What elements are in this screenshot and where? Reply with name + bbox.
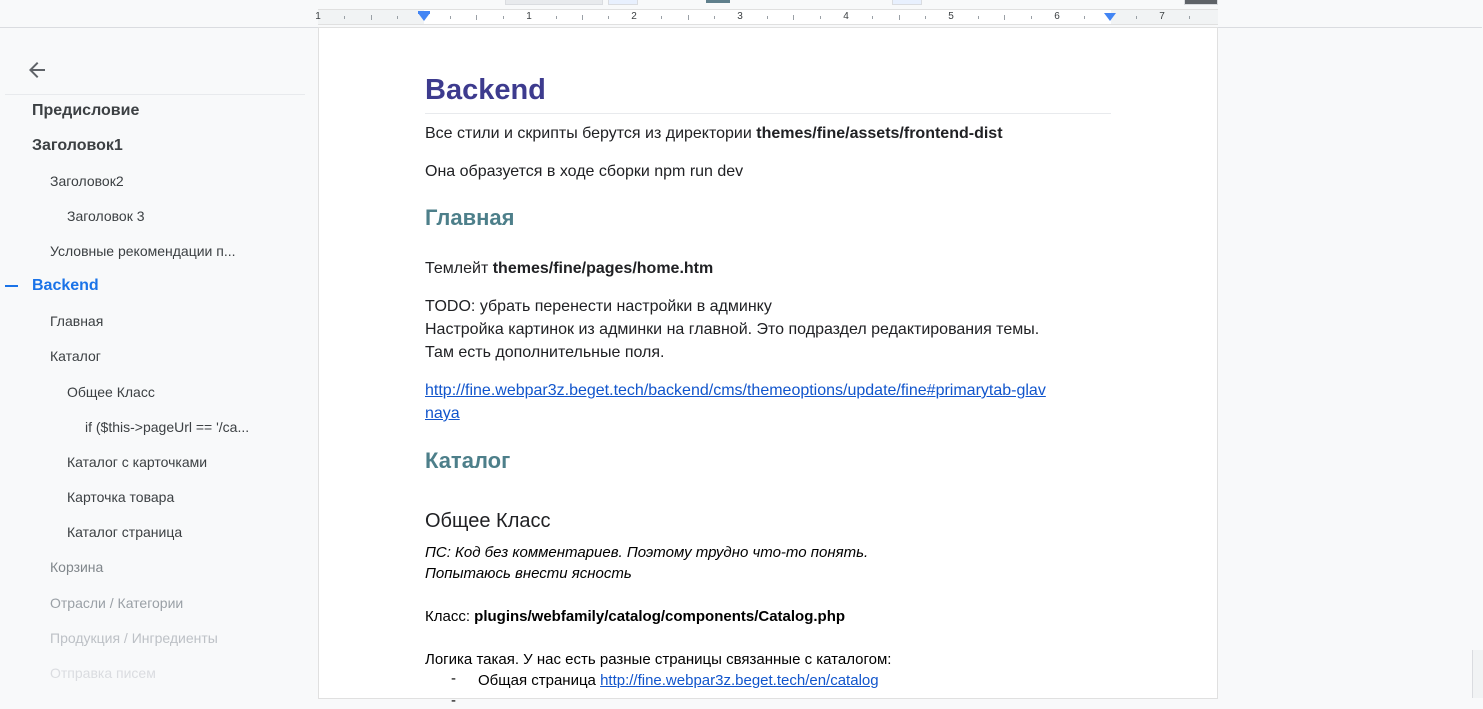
paragraph-build: Она образуется в ходе сборки npm run dev	[425, 163, 744, 180]
arrow-left-icon	[25, 58, 49, 82]
ruler-tick	[899, 15, 900, 20]
ruler-number: 6	[1054, 11, 1060, 22]
path-frontend-dist: themes/fine/assets/frontend-dist	[756, 125, 1003, 142]
ruler-number: 4	[843, 11, 849, 22]
paragraph-todo-line1: TODO: убрать перенести настройки в админку	[425, 298, 772, 315]
document-outline	[5, 28, 318, 698]
ruler-tick	[688, 15, 689, 20]
heading-backend: Backend	[425, 74, 1111, 114]
ruler-tick	[1136, 16, 1137, 19]
outline-item-products[interactable]: Продукция / Ингредиенты	[50, 630, 218, 646]
ruler-number: 7	[1159, 11, 1165, 22]
themeoptions-link-anchor-end[interactable]: naya	[425, 405, 460, 422]
ruler-tick	[1189, 16, 1190, 19]
ruler-tick	[608, 16, 609, 19]
ruler-number: 1	[526, 11, 532, 22]
ruler-tick	[767, 16, 768, 19]
paragraph-todo-line3: Там есть дополнительные поля.	[425, 344, 665, 361]
ruler-tick	[925, 16, 926, 19]
list-item-general-page	[478, 670, 879, 691]
themeoptions-link[interactable]: http://fine.webpar3z.beget.tech/backend/cms/themeoptions/update/fine#	[425, 382, 936, 399]
paragraph-template	[425, 257, 713, 280]
ruler-tick	[714, 16, 715, 19]
close-outline-button[interactable]	[25, 58, 49, 82]
link-themeoptions-line2	[425, 402, 460, 425]
themeoptions-link-anchor[interactable]: primarytab-glav	[935, 382, 1046, 399]
outline-item-main[interactable]: Главная	[50, 313, 104, 329]
ruler-tick	[582, 15, 583, 20]
class-label: Класс:	[425, 608, 475, 625]
heading-main: Главная	[425, 205, 515, 230]
ruler-tick	[1084, 16, 1085, 19]
ruler-tick	[793, 15, 794, 20]
toolbar-fragment	[706, 0, 730, 3]
left-indent-marker[interactable]	[418, 13, 430, 21]
paragraph-class-path	[425, 606, 845, 627]
toolbar-fragment	[608, 0, 638, 5]
ruler-tick	[450, 16, 451, 19]
ruler-tick	[476, 15, 477, 20]
ruler-tick	[397, 16, 398, 19]
document-page[interactable]	[319, 28, 1217, 709]
ruler-number: 1	[315, 11, 321, 22]
outline-item-industries[interactable]: Отрасли / Категории	[50, 595, 184, 611]
ruler-tick	[661, 16, 662, 19]
ruler-tick	[872, 16, 873, 19]
outline-item-general-class[interactable]: Общее Класс	[67, 384, 155, 400]
toolbar-fragment	[1184, 0, 1218, 5]
path-catalog-php: plugins/webfamily/catalog/components/Catalog.php	[474, 608, 846, 625]
ruler-tick	[1031, 16, 1032, 19]
outline-item-send-emails[interactable]: Отправка писем	[50, 665, 156, 681]
ruler-tick	[556, 16, 557, 19]
ruler-tick	[371, 15, 372, 20]
outline-item-heading3[interactable]: Заголовок 3	[67, 208, 145, 224]
outline-item-catalog-page[interactable]: Каталог страница	[67, 524, 183, 540]
note-line1: ПС: Код без комментариев. Поэтому трудно что-то понять.	[425, 544, 869, 561]
outline-item-preface[interactable]: Предисловие	[32, 102, 140, 119]
note-line2: Попытаюсь внести ясность	[425, 565, 632, 582]
outline-item-label: Backend	[32, 277, 99, 294]
paragraph-logic: Логика такая. У нас есть разные страницы связанные с каталогом:	[425, 651, 892, 668]
outline-item-cart[interactable]: Корзина	[50, 559, 104, 575]
active-indicator	[5, 285, 18, 287]
scrollbar-fragment[interactable]	[1472, 650, 1483, 698]
paragraph-styles	[425, 122, 1003, 145]
outline-divider	[5, 94, 305, 95]
ruler-tick	[344, 16, 345, 19]
ruler-number: 3	[737, 11, 743, 22]
outline-item-product-card[interactable]: Карточка товара	[67, 489, 175, 505]
heading-general-class: Общее Класс	[425, 510, 551, 532]
outline-item-backend[interactable]	[5, 272, 332, 300]
outline-item-heading1[interactable]: Заголовок1	[32, 137, 123, 154]
ruler-bar	[0, 0, 1482, 28]
ruler-number: 2	[631, 11, 637, 22]
list-bullet-marker: -	[451, 692, 456, 709]
toolbar-fragment	[505, 0, 603, 5]
ruler-tick	[820, 16, 821, 19]
toolbar-fragment	[892, 0, 922, 5]
outline-item-recommendations[interactable]: Условные рекомендации п...	[50, 243, 236, 259]
link-themeoptions-line1	[425, 379, 1046, 402]
outline-item-catalog-cards[interactable]: Каталог с карточками	[67, 454, 208, 470]
paragraph-todo-line2: Настройка картинок из админки на главной. Это подраздел редактирования темы.	[425, 321, 1040, 338]
right-indent-marker[interactable]	[1104, 13, 1116, 21]
catalog-link[interactable]: http://fine.webpar3z.beget.tech/en/catalog	[600, 672, 879, 689]
outline-item-catalog[interactable]: Каталог	[50, 348, 101, 364]
paragraph-text: Все стили и скрипты берутся из директории	[425, 125, 757, 142]
paragraph-text: Темлейт	[425, 260, 493, 277]
list-item-text: Общая страница	[478, 672, 601, 689]
ruler-tick	[503, 16, 504, 19]
ruler-tick	[978, 16, 979, 19]
ruler-number: 5	[948, 11, 954, 22]
outline-item-heading2[interactable]: Заголовок2	[50, 173, 124, 189]
outline-item-if-pageurl[interactable]: if ($this->pageUrl == '/ca...	[85, 419, 250, 435]
ruler-tick	[1004, 15, 1005, 20]
heading-catalog: Каталог	[425, 448, 511, 473]
horizontal-ruler[interactable]	[315, 9, 1218, 25]
list-bullet-marker: -	[451, 670, 456, 687]
path-home-htm: themes/fine/pages/home.htm	[492, 260, 714, 277]
